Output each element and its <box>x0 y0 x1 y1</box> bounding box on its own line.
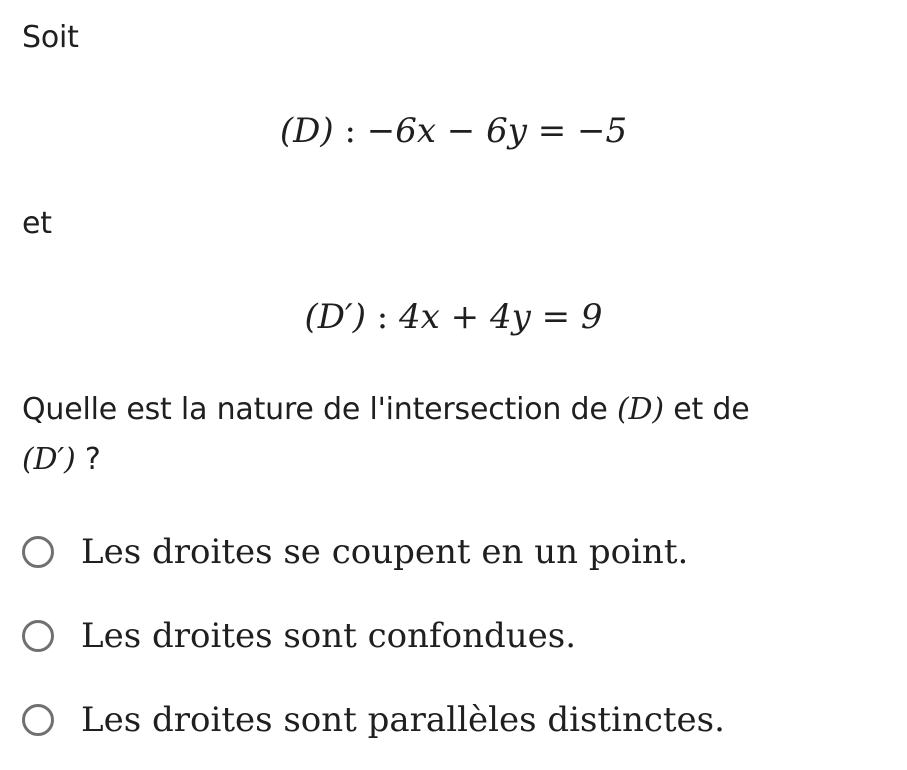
question-text-line-2 <box>22 439 101 481</box>
line-name-d-prime: (D′) <box>304 297 366 337</box>
choice-label-distinct-parallel: Les droites sont parallèles distinctes. <box>81 700 725 740</box>
choice-label-intersect-point: Les droites se coupent en un point. <box>81 532 689 572</box>
choice-intersect-point[interactable] <box>22 522 882 582</box>
choice-distinct-parallel[interactable] <box>22 690 882 750</box>
radio-button-icon[interactable] <box>22 704 54 736</box>
equation-d-prime: (D′) : 4x + 4y = 9 <box>304 297 603 337</box>
line-name-d: (D) <box>279 111 334 151</box>
choice-coincident[interactable] <box>22 606 882 666</box>
choice-label-coincident: Les droites sont confondues. <box>81 616 577 656</box>
question-line-name-d-prime: (D′) <box>22 442 76 477</box>
equation-d-expression: −6x − 6y = −5 <box>366 111 628 151</box>
radio-button-icon[interactable] <box>22 536 54 568</box>
question-mark: ? <box>75 442 101 477</box>
connector-text: et <box>22 206 52 241</box>
question-line-name-d: (D) <box>616 392 664 427</box>
equation-d: (D) : −6x − 6y = −5 <box>279 111 628 151</box>
question-conjunction: et de <box>663 392 750 427</box>
radio-button-icon[interactable] <box>22 620 54 652</box>
intro-text: Soit <box>22 20 79 55</box>
question-text-line-1 <box>22 389 749 431</box>
question-prefix: Quelle est la nature de l'intersection de <box>22 392 617 427</box>
equation-d-prime-expression: 4x + 4y = 9 <box>399 297 603 337</box>
